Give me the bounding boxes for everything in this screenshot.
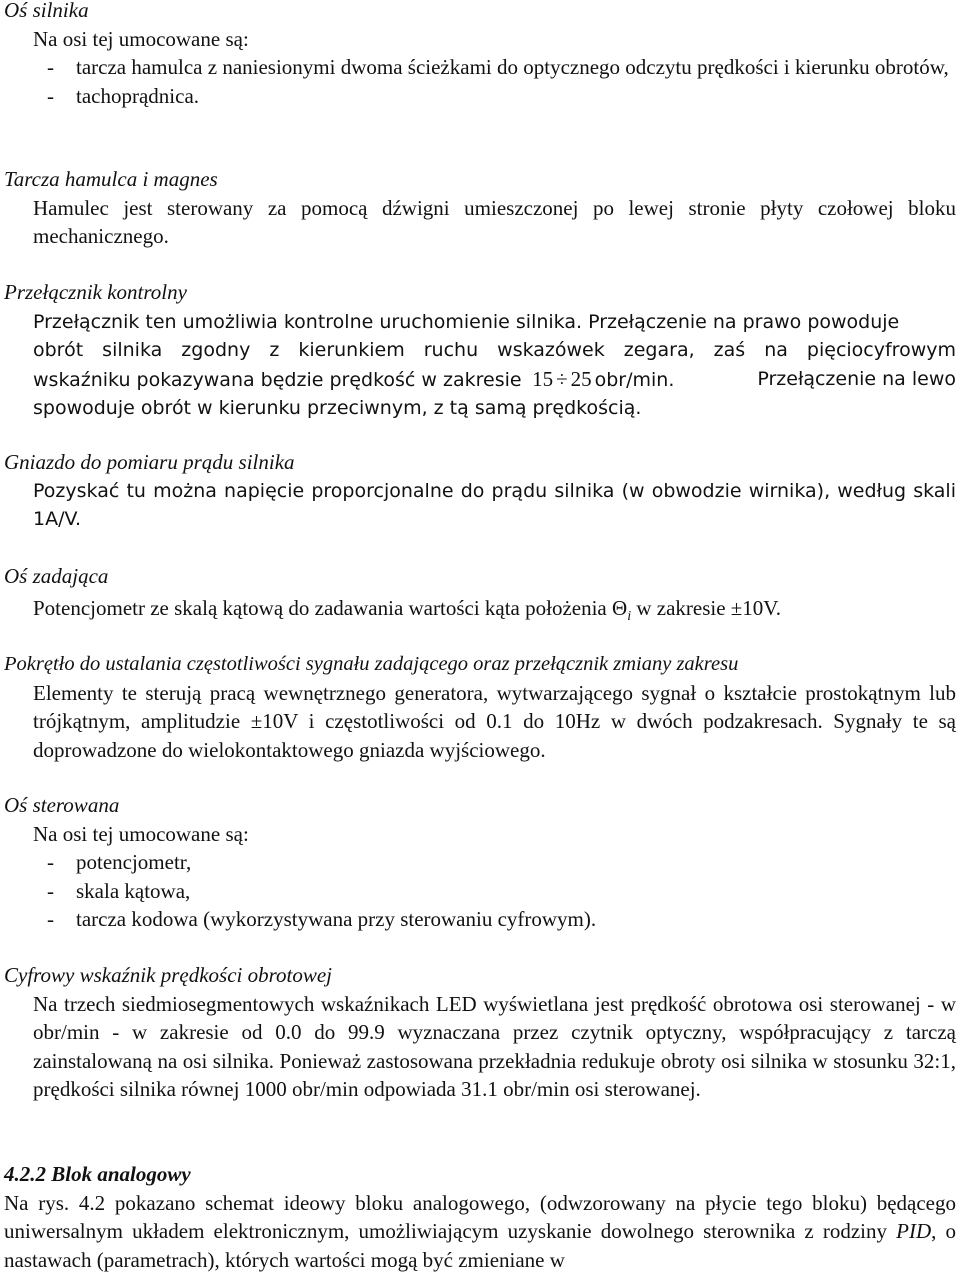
list-item: - tarcza hamulca z naniesionymi dwoma ścieżkami do optycznego odczytu prędkości i kierunku obrotów, xyxy=(4,53,956,82)
body-os-zadajaca: Potencjometr ze skalą kątową do zadawania wartości kąta położenia $\Theta_i$ w zakresie ±10V. xyxy=(33,595,782,624)
speed-range: 15 ÷ 25 obr/min. xyxy=(532,366,675,391)
heading-pokretlo: Pokrętło do ustalania częstotliwości sygnału zadającego oraz przełącznik zmiany zakresu xyxy=(4,653,739,675)
list-dash: - xyxy=(47,850,54,874)
list-dash: - xyxy=(47,83,54,108)
heading-cyfrowy: Cyfrowy wskaźnik prędkości obrotowej xyxy=(4,963,332,987)
section-cyfrowy xyxy=(4,961,956,1104)
heading-os-silnika: Oś silnika xyxy=(4,0,89,22)
section-os-silnika xyxy=(4,0,956,110)
list-dash: - xyxy=(47,907,54,931)
heading-przelacznik: Przełącznik kontrolny xyxy=(4,280,187,304)
intro-text: Na osi tej umocowane są: xyxy=(33,26,249,51)
section-gniazdo xyxy=(4,448,956,534)
body-przelacznik: Przełącznik ten umożliwia kontrolne uruchomienie silnika. Przełączenie na prawo powoduje obrót silnika zgodny z kierunkiem ruchu wskazówek zegara, zaś na pięciocyfrowym wskaźniku pokazywana będzie prędkość w zakresie 15 ÷ 25 obr/min. Przełączenie na lewo spowoduje obrót w kierunku przeciwnym, z tą samą prędkością. xyxy=(33,310,956,419)
heading-gniazdo: Gniazdo do pomiaru prądu silnika xyxy=(4,450,295,474)
body-pokretlo: Elementy te sterują pracą wewnętrznego generatora, wytwarzającego sygnał o kształcie prostokątnym lub trójkątnym, amplitudzie ±10V i częstotliwości od 0.1 do 10Hz w dwóch podzakresach. Sygnały te są doprowadzone do wielokontaktowego gniazda wyjściowego. xyxy=(33,680,956,762)
heading-blok-analogowy: 4.2.2 Blok analogowy xyxy=(4,1162,191,1186)
theta-symbol: $\Theta_i$ xyxy=(612,595,632,624)
section-blok-analogowy xyxy=(4,1160,956,1274)
section-tarcza xyxy=(4,165,956,251)
list-item: - potencjometr, xyxy=(4,848,956,877)
intro-text: Na osi tej umocowane są: xyxy=(33,821,249,846)
list-dash: - xyxy=(47,878,54,903)
list-dash: - xyxy=(47,55,54,79)
list-item: - tachoprądnica. xyxy=(4,82,956,111)
list-item: - tarcza kodowa (wykorzystywana przy sterowaniu cyfrowym). xyxy=(4,905,956,934)
section-przelacznik xyxy=(4,278,956,423)
heading-os-sterowana: Oś sterowana xyxy=(4,793,120,817)
heading-tarcza: Tarcza hamulca i magnes xyxy=(4,167,218,191)
body-tarcza: Hamulec jest sterowany za pomocą dźwigni umieszczonej po lewej stronie płyty czołowej bloku mechanicznego. xyxy=(33,195,956,248)
body-gniazdo: Pozyskać tu można napięcie proporcjonalne do prądu silnika (w obwodzie wirnika), według skali 1A/V. xyxy=(33,479,956,530)
section-os-zadajaca xyxy=(4,562,956,631)
section-os-sterowana xyxy=(4,791,956,934)
body-cyfrowy: Na trzech siedmiosegmentowych wskaźnikach LED wyświetlana jest prędkość obrotowa osi sterowanej - w obr/min - w zakresie od 0.0 do 99.9 wyznaczana przez czytnik optyczny, współpracujący z tarczą zainstalowaną na osi silnika. Ponieważ zastosowana przekładnia redukuje obroty osi silnika w stosunku 32:1, prędkości silnika równej 1000 obr/min odpowiada 31.1 obr/min osi sterowanej. xyxy=(33,991,956,1101)
body-blok-analogowy: Na rys. 4.2 pokazano schemat ideowy bloku analogowego, (odwzorowany na płycie tego bloku) będącego uniwersalnym układem elektronicznym, umożliwiającym uzyskanie dowolnego sterownika z rodziny PID, o nastawach (parametrach), których wartości mogą być zmieniane w xyxy=(4,1190,956,1272)
list-item: - skala kątowa, xyxy=(4,877,956,906)
section-pokretlo xyxy=(4,650,956,764)
heading-os-zadajaca: Oś zadająca xyxy=(4,564,109,588)
